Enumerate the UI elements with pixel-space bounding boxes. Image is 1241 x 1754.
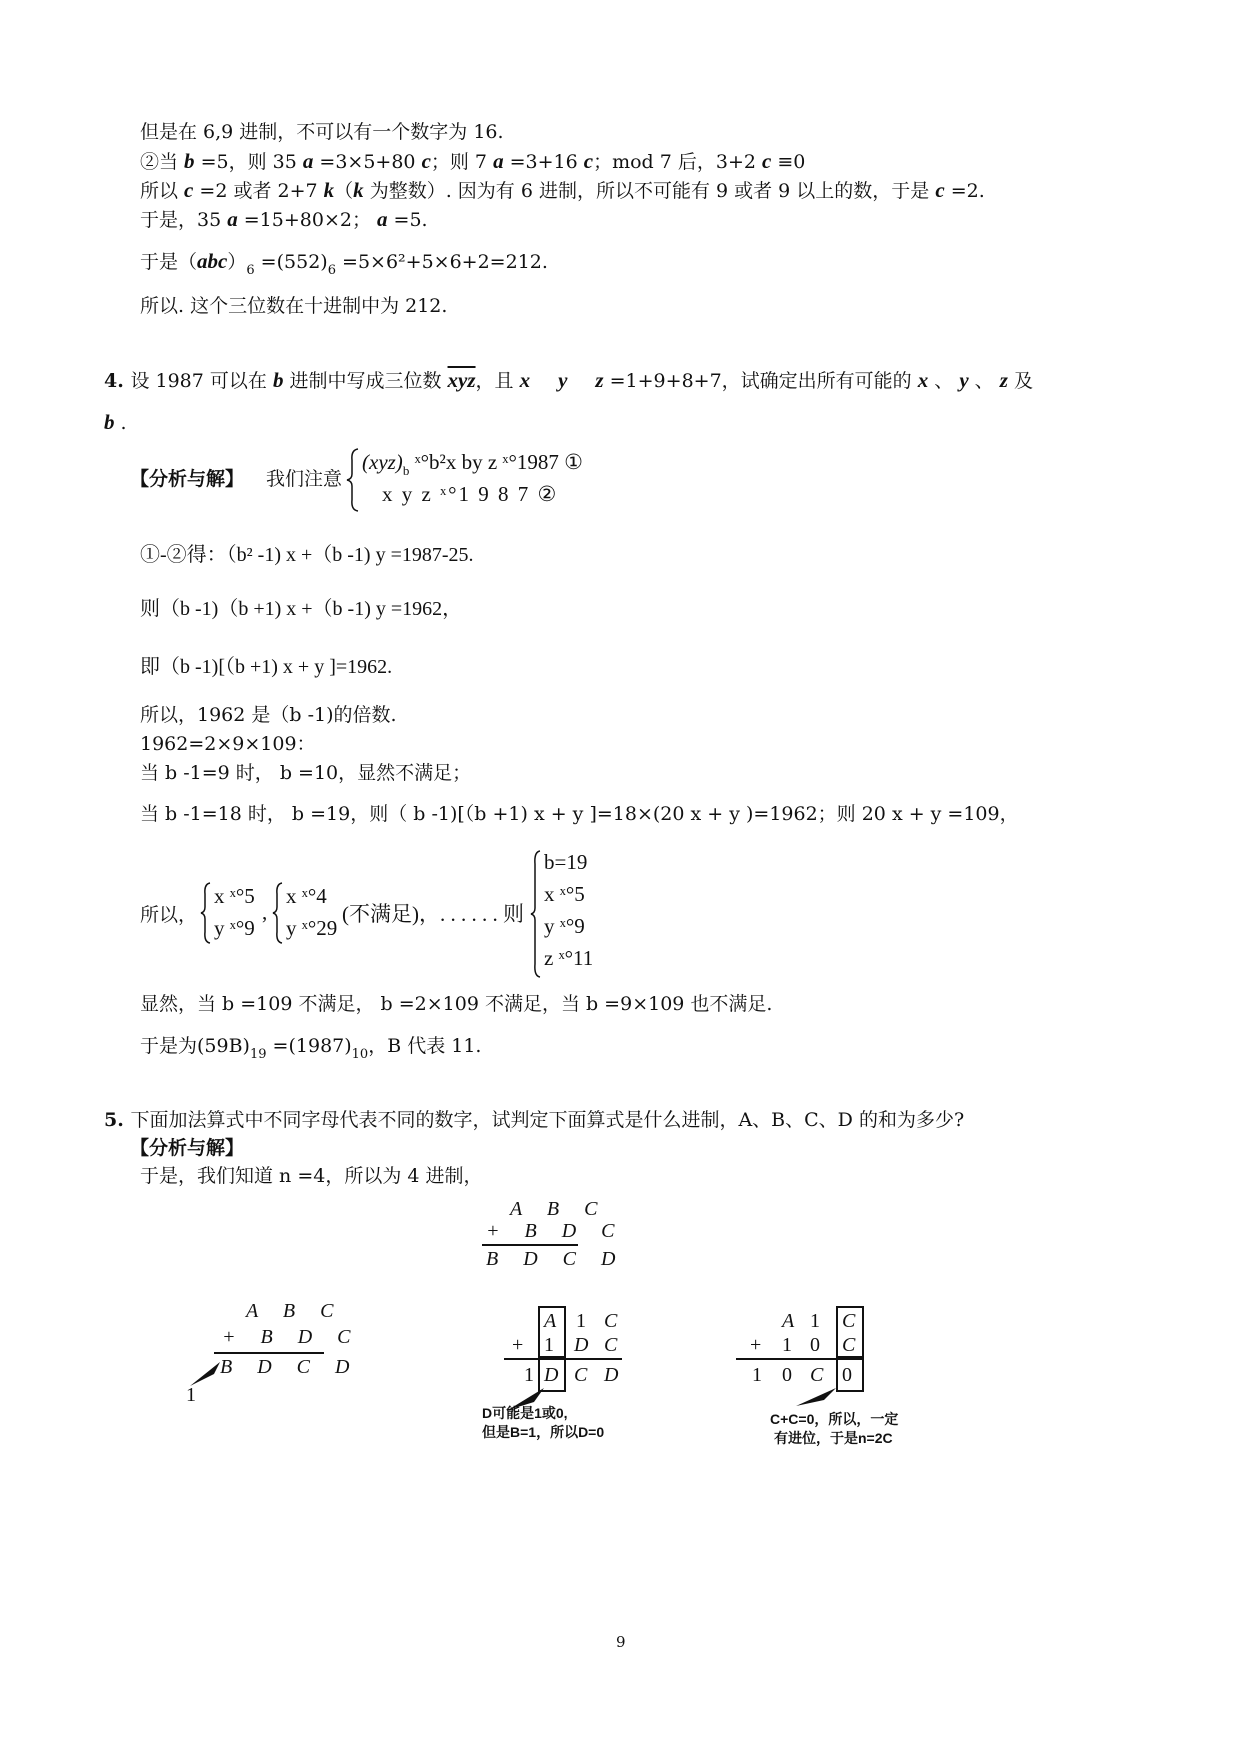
left-brace-icon [346, 448, 360, 512]
equation-system-3: x ˣ°4 y ˣ°29 [272, 880, 352, 950]
left-brace-icon [530, 850, 542, 978]
text-line: 当 b -1=9 时， b =10，显然不满足； [140, 762, 472, 784]
equation-line: ①-②得：（b² -1) x +（b -1) y =1987-25. [140, 544, 474, 566]
analysis-heading: 【分析与解】 [130, 468, 245, 490]
addition-diagram-2: A 1 C + 1 D C 1 D C D [500, 1300, 650, 1450]
page-number: 9 [616, 1633, 626, 1651]
annotation-note: D可能是1或0, 但是B=1，所以D=0 [482, 1405, 605, 1440]
left-brace-icon [272, 882, 284, 944]
text-line: 所以. 这个三位数在十进制中为 212. [140, 295, 448, 317]
equation-system-2: x ˣ°5 y ˣ°9 [200, 880, 270, 950]
text-line: 于是为$(59B)_{19} =(1987)_{10}$，B 代表 11. [140, 1035, 482, 1062]
text-line: 我们注意 [266, 468, 343, 490]
left-brace-icon [200, 882, 212, 944]
addition-diagram-1: A B C + B D C B D C D 1 [186, 1300, 361, 1406]
equation-system-1: $(xyz)_b$ ˣ°b²x by z ˣ°1987 ① x y z ˣ°1 9 8 7 ② [346, 446, 646, 516]
text-line: 1962=2×9×109： [140, 733, 316, 755]
equation-line: 则（b -1)（b +1) x +（b -1) y =1962， [140, 598, 463, 620]
text-line: (不满足)，. . . . . . 则 [342, 902, 524, 926]
annotation-note: C+C=0，所以，一定 有进位，于是n=2C [770, 1411, 899, 1446]
carry-digit: 1 [186, 1384, 206, 1406]
addition-diagram-top: A B C + B D C B D C D [480, 1198, 600, 1274]
pointer-arrow-icon [790, 1386, 840, 1408]
question-5: 5. 下面加法算式中不同字母代表不同的数字，试判定下面算式是什么进制，A、B、C、D 的和为多少? [104, 1109, 965, 1131]
text-line: 于是，35 a =15+80×2； a =5. [140, 207, 428, 231]
text-line: 所以 c =2 或者 2+7 k（k 为整数）. 因为有 6 进制，所以不可能有 9 或者 9 以上的数，于是 c =2. [140, 178, 985, 202]
text-line: ②当 b =5，则 35 a =3×5+80 c；则 7 a =3+16 c；mod 7 后，3+2 c ≡0 [140, 149, 806, 173]
text-line: 所以，1962 是（b -1)的倍数. [140, 704, 397, 726]
text-line: 但是在 6,9 进制，不可以有一个数字为 16. [140, 121, 504, 143]
analysis-heading: 【分析与解】 [130, 1137, 245, 1159]
equation-line: 即（b -1)[（b +1) x + y ]=1962. [140, 656, 393, 678]
text-line: 显然，当 b =109 不满足， b =2×109 不满足，当 b =9×109 也不满足. [140, 993, 773, 1015]
text-line: 于是$(abc)_6 =(552)_6 =5\times 6^2+5\times 6+2=212$. [140, 249, 548, 278]
text-line: 所以， [140, 904, 198, 926]
text-line: 当 b -1=18 时， b =19，则（ b -1)[（b +1) x + y ]=18×(20 x + y )=1962；则 20 x + y =109， [140, 803, 1019, 825]
comma: , [262, 900, 268, 924]
question-4: 4. 设 1987 可以在 b 进制中写成三位数 $\overline{xyz}$，且 x y z =1+9+8+7，试确定出所有可能的 x 、 y 、 z 及 [104, 368, 1033, 392]
addition-diagram-3: A 1 C + 1 0 C 1 0 C 0 [730, 1300, 880, 1400]
equation-system-4: b=19 x ˣ°5 y ˣ°9 z ˣ°11 [530, 848, 610, 983]
question-4-cont: b . [104, 410, 127, 434]
text-line: 于是，我们知道 n =4，所以为 4 进制， [140, 1165, 483, 1187]
